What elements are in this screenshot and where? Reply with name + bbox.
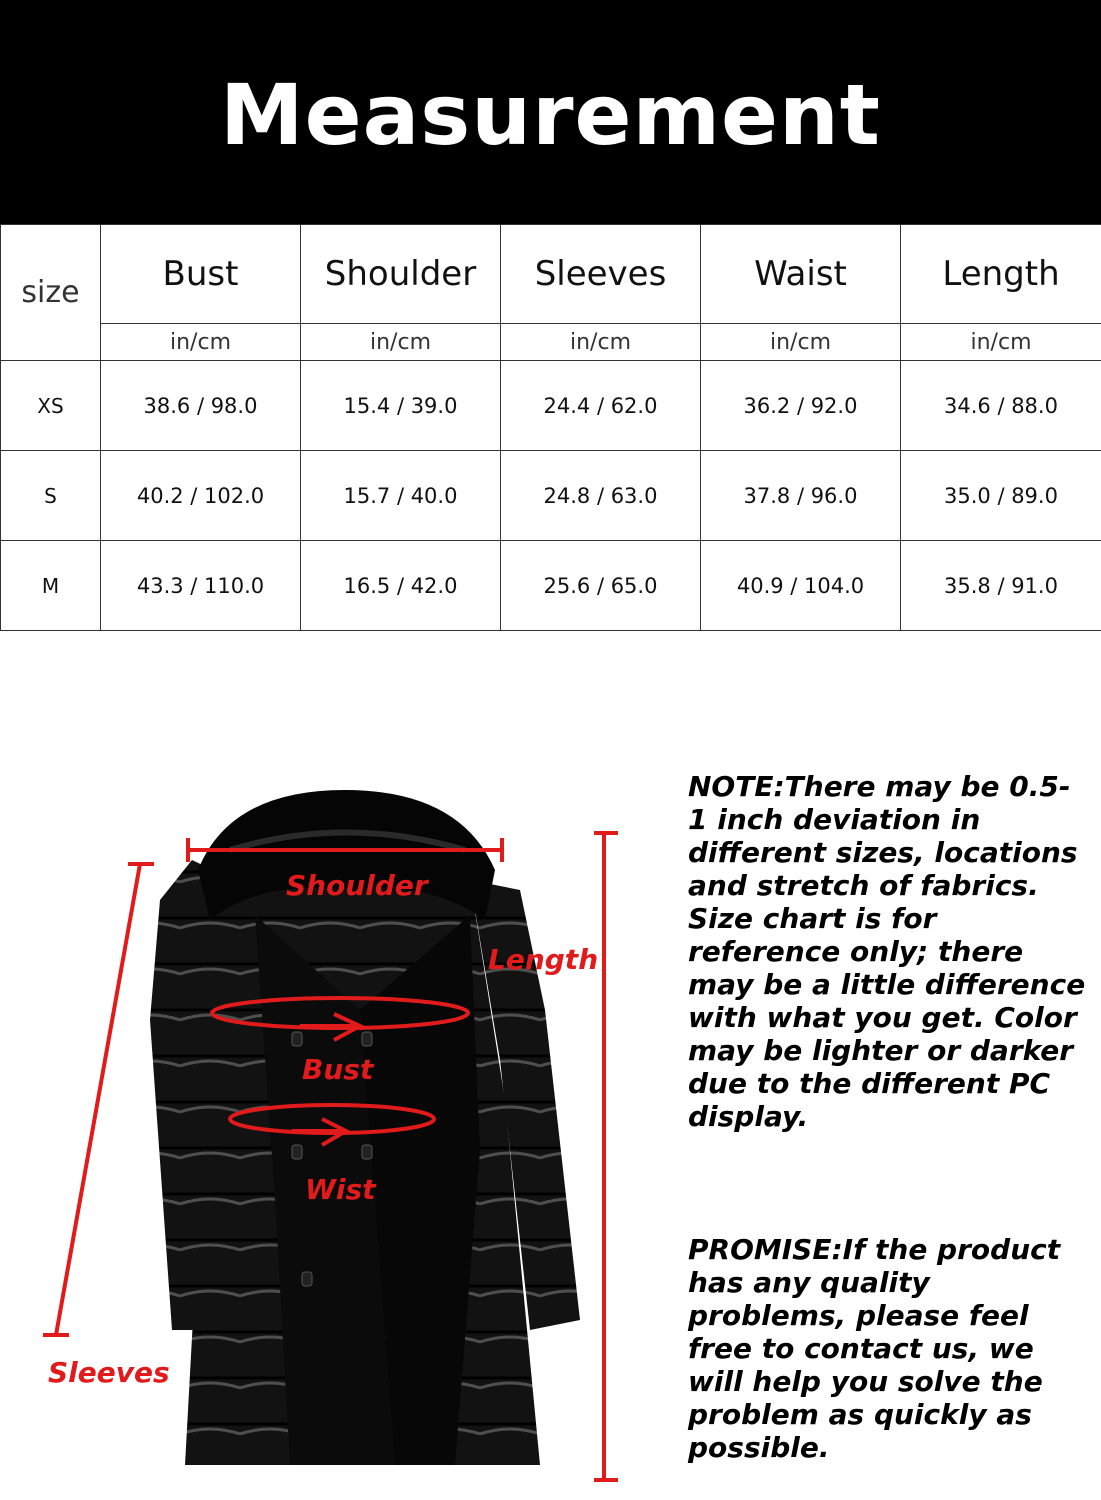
unit-label: in/cm	[301, 324, 501, 361]
table-cell: 34.6 / 88.0	[901, 361, 1101, 451]
title-banner	[0, 0, 1101, 224]
table-cell: 35.8 / 91.0	[901, 541, 1101, 631]
shoulder-label: Shoulder	[286, 869, 428, 902]
bust-label: Bust	[302, 1053, 374, 1086]
table-row	[1, 361, 1101, 451]
unit-label: in/cm	[901, 324, 1101, 361]
coat-measurement-diagram	[0, 760, 680, 1500]
promise-text: PROMISE:If the product has any quality problems, please feel free to contact us, we will help you solve the problem as quickly as possible.	[688, 1233, 1061, 1464]
length-label: Length	[488, 943, 599, 976]
size-cell: M	[1, 541, 101, 631]
unit-label: in/cm	[701, 324, 901, 361]
column-header-shoulder: Shoulder	[301, 225, 501, 324]
table-cell: 25.6 / 65.0	[501, 541, 701, 631]
sleeves-label: Sleeves	[48, 1356, 170, 1389]
note-text: NOTE:There may be 0.5-1 inch deviation in different sizes, locations and stretch of fabrics. Size chart is for reference only; there may be a little difference with what you get. Color may be lighter or darker due to the different PC display.	[688, 770, 1086, 1133]
table-row	[1, 451, 1101, 541]
table-cell: 43.3 / 110.0	[101, 541, 301, 631]
table-cell: 15.4 / 39.0	[301, 361, 501, 451]
size-cell: S	[1, 451, 101, 541]
unit-label: in/cm	[501, 324, 701, 361]
table-cell: 35.0 / 89.0	[901, 451, 1101, 541]
unit-label: in/cm	[101, 324, 301, 361]
size-chart-table	[0, 224, 1101, 631]
column-header-bust: Bust	[101, 225, 301, 324]
size-column-header: size	[1, 225, 101, 361]
table-cell: 40.9 / 104.0	[701, 541, 901, 631]
table-cell: 38.6 / 98.0	[101, 361, 301, 451]
column-header-length: Length	[901, 225, 1101, 324]
column-header-sleeves: Sleeves	[501, 225, 701, 324]
waist-label: Wist	[305, 1173, 376, 1206]
table-cell: 40.2 / 102.0	[101, 451, 301, 541]
table-cell: 15.7 / 40.0	[301, 451, 501, 541]
sleeves-measure-line	[43, 864, 154, 1335]
column-header-waist: Waist	[701, 225, 901, 324]
size-cell: XS	[1, 361, 101, 451]
table-cell: 37.8 / 96.0	[701, 451, 901, 541]
table-cell: 24.8 / 63.0	[501, 451, 701, 541]
table-cell: 16.5 / 42.0	[301, 541, 501, 631]
table-cell: 36.2 / 92.0	[701, 361, 901, 451]
length-measure-line	[594, 833, 618, 1480]
table-cell: 24.4 / 62.0	[501, 361, 701, 451]
table-row	[1, 541, 1101, 631]
page-title: Measurement	[220, 66, 881, 164]
